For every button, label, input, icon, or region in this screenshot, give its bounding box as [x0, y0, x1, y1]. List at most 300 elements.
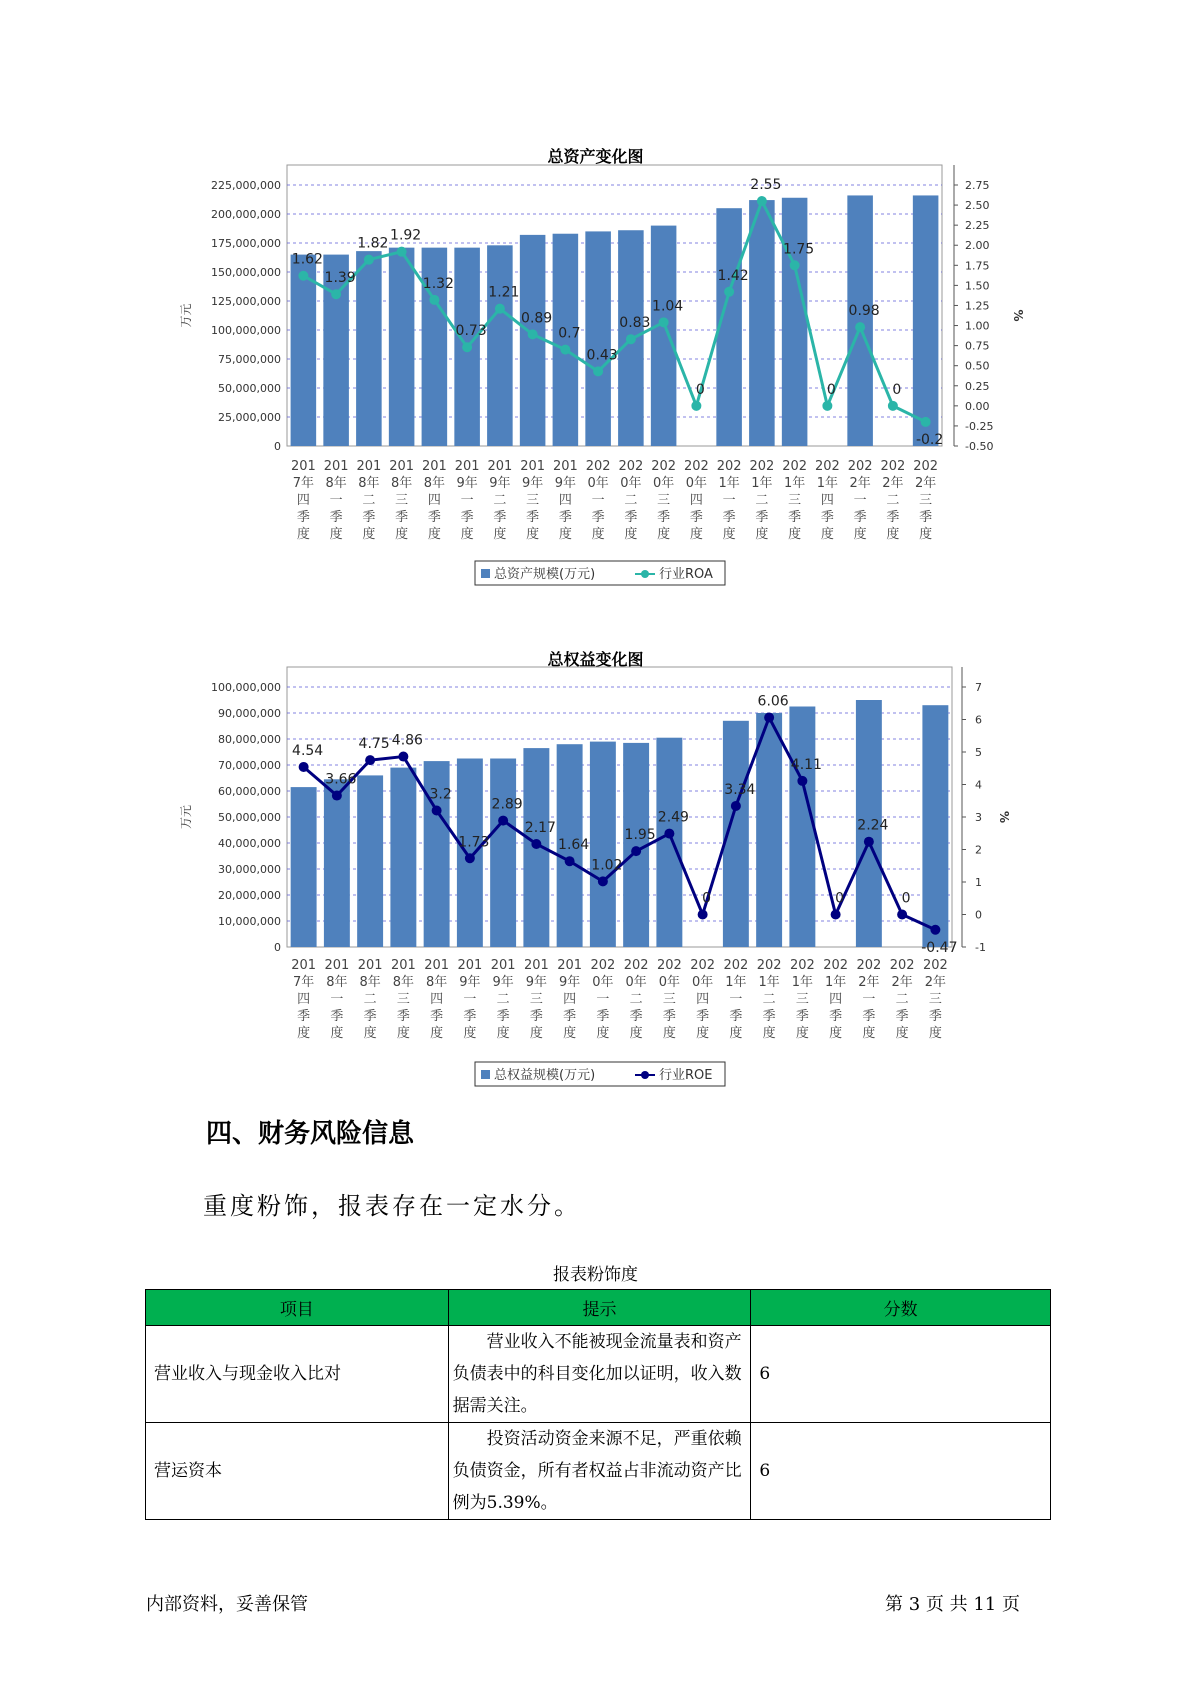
category-label: 8年: [359, 975, 381, 990]
category-label: 202: [789, 958, 815, 973]
data-label: 6.06: [757, 693, 789, 710]
category-label: 1年: [783, 476, 806, 491]
category-label: 季: [563, 1009, 577, 1024]
bar: [356, 251, 382, 446]
line-point: [432, 806, 442, 816]
category-label: 201: [324, 958, 350, 973]
left-tick-label: 30,000,000: [218, 863, 281, 876]
category-label: 202: [814, 459, 840, 474]
bar: [789, 707, 815, 948]
bar: [457, 759, 483, 948]
left-tick-label: 20,000,000: [218, 889, 281, 902]
line-point: [631, 846, 641, 856]
right-axis-title: %: [1011, 309, 1025, 322]
line-point: [897, 910, 907, 920]
category-label: 202: [723, 958, 749, 973]
plot-frame: [287, 165, 942, 446]
data-label: 1.64: [558, 837, 590, 854]
category-label: 一: [853, 493, 867, 508]
left-tick-label: 225,000,000: [211, 179, 281, 192]
category-label: 202: [656, 958, 682, 973]
category-label: 8年: [425, 975, 448, 990]
data-label: 2.49: [657, 809, 689, 826]
category-label: 202: [922, 958, 948, 973]
category-label: 度: [460, 527, 474, 542]
left-axis-title: 万元: [179, 804, 193, 830]
category-label: 季: [928, 1009, 942, 1024]
data-label: 0.73: [455, 323, 487, 340]
data-label: 3.2: [429, 786, 452, 803]
bar: [782, 198, 808, 446]
line-point: [462, 342, 472, 352]
category-label: 四: [297, 992, 311, 1007]
category-label: 201: [424, 958, 450, 973]
data-label: 1.42: [717, 267, 749, 284]
category-label: 度: [788, 527, 802, 542]
left-tick-label: 80,000,000: [218, 733, 281, 746]
data-label: 1.32: [422, 275, 454, 292]
category-label: 季: [427, 510, 441, 525]
data-label: 2.17: [524, 819, 556, 836]
right-tick-label: 6: [975, 713, 982, 727]
data-label: 4.11: [790, 756, 822, 773]
category-label: 度: [430, 1026, 444, 1041]
category-label: 度: [919, 527, 933, 542]
category-label: 度: [362, 527, 376, 542]
right-tick-label: 5: [975, 746, 982, 759]
category-label: 8年: [392, 975, 415, 990]
footer-page-number: 第 3 页 共 11 页: [885, 1594, 1020, 1615]
chart1-title: 总资产变化图: [547, 147, 644, 166]
category-label: 度: [624, 527, 638, 542]
category-label: 1年: [758, 975, 780, 990]
category-label: 2年: [891, 975, 913, 990]
category-label: 四: [558, 493, 572, 508]
line-point: [560, 345, 570, 355]
data-label: 1.62: [291, 251, 323, 268]
legend-bar-label: 总资产规模(万元): [494, 567, 596, 582]
line-point: [397, 247, 407, 257]
bar: [656, 738, 682, 947]
left-tick-label: 175,000,000: [211, 237, 281, 250]
category-label: 度: [755, 527, 769, 542]
category-label: 9年: [492, 975, 514, 990]
category-label: 7年: [292, 975, 315, 990]
category-label: 度: [729, 1026, 743, 1041]
line-point: [664, 829, 674, 839]
section-heading: 四、财务风险信息: [206, 1119, 415, 1149]
col-header-item: 项目: [146, 1290, 449, 1326]
left-tick-label: 50,000,000: [218, 811, 281, 824]
category-label: 三: [395, 493, 409, 508]
category-label: 一: [330, 992, 344, 1007]
line-point: [332, 791, 342, 801]
right-tick-label: 0: [975, 908, 982, 922]
bar: [487, 245, 513, 446]
data-label: 1.39: [324, 270, 356, 287]
line-point: [659, 317, 669, 327]
line-point: [429, 295, 439, 305]
line-point: [855, 322, 865, 332]
right-tick-label: 2: [975, 843, 982, 857]
category-label: 201: [457, 958, 483, 973]
data-label: 0: [835, 890, 845, 907]
category-label: 季: [886, 510, 900, 525]
category-label: 度: [493, 527, 507, 542]
category-label: 度: [526, 527, 540, 542]
data-label: 0.7: [558, 325, 581, 342]
total-assets-chart: [0, 0, 1191, 600]
category-label: 201: [552, 459, 578, 474]
category-label: 201: [454, 459, 480, 474]
bar: [847, 195, 873, 446]
category-label: 三: [928, 992, 942, 1007]
category-label: 度: [563, 1026, 577, 1041]
category-label: 202: [880, 459, 906, 474]
line-point: [598, 876, 608, 886]
category-label: 0年: [685, 476, 708, 491]
category-label: 二: [762, 992, 776, 1007]
footer-confidential: 内部资料，妥善保管: [146, 1594, 308, 1615]
category-label: 1年: [725, 975, 747, 990]
data-label: 3.34: [724, 781, 756, 798]
right-tick-label: 1: [975, 876, 982, 889]
line-point: [331, 289, 341, 299]
bar: [490, 759, 516, 948]
data-label: 1.82: [357, 235, 389, 252]
left-tick-label: 100,000,000: [211, 324, 281, 337]
category-label: 度: [395, 527, 409, 542]
category-label: 季: [430, 1009, 444, 1024]
category-label: 季: [596, 1009, 610, 1024]
category-label: 度: [762, 1026, 776, 1041]
col-header-score: 分数: [751, 1290, 1051, 1326]
category-label: 季: [919, 510, 933, 525]
category-label: 季: [362, 510, 376, 525]
data-label: 2.55: [750, 177, 782, 194]
category-label: 度: [895, 1026, 909, 1041]
row-score: 6: [751, 1326, 1051, 1423]
line-point: [930, 925, 940, 935]
category-label: 7年: [292, 476, 315, 491]
right-tick-label: -0.25: [965, 419, 994, 433]
category-label: 度: [363, 1026, 377, 1041]
category-label: 季: [591, 510, 605, 525]
category-label: 201: [487, 459, 513, 474]
category-label: 202: [913, 459, 939, 474]
category-label: 二: [496, 992, 510, 1007]
left-tick-label: 125,000,000: [211, 295, 281, 308]
line-point: [528, 329, 538, 339]
legend-line-label: 行业ROA: [659, 567, 713, 582]
category-label: 201: [523, 958, 549, 973]
category-label: 度: [591, 527, 605, 542]
category-label: 季: [722, 510, 736, 525]
line-point: [921, 417, 931, 427]
right-tick-label: 0.25: [965, 379, 990, 393]
left-axis-title: 万元: [179, 303, 193, 328]
category-label: 1年: [751, 476, 773, 491]
category-label: 季: [460, 510, 474, 525]
category-label: 1年: [824, 975, 847, 990]
category-label: 9年: [489, 476, 511, 491]
category-label: 度: [496, 1026, 510, 1041]
line-point: [831, 910, 841, 920]
data-label: 0: [702, 890, 712, 907]
category-label: 0年: [592, 975, 614, 990]
category-label: 季: [529, 1009, 543, 1024]
line-point: [764, 713, 774, 723]
table-row: [146, 1423, 1051, 1520]
line-point: [864, 837, 874, 847]
category-label: 季: [788, 510, 802, 525]
category-label: 度: [629, 1026, 643, 1041]
line-point: [299, 762, 309, 772]
category-label: 0年: [658, 975, 681, 990]
category-label: 季: [689, 510, 703, 525]
category-label: 1年: [816, 476, 839, 491]
data-label: 0: [892, 381, 902, 398]
category-label: 0年: [652, 476, 675, 491]
category-label: 一: [460, 493, 474, 508]
data-label: 0: [901, 890, 911, 907]
category-label: 202: [683, 459, 709, 474]
category-label: 201: [291, 958, 317, 973]
category-label: 201: [421, 459, 447, 474]
bar: [291, 787, 317, 947]
category-label: 季: [629, 1009, 643, 1024]
category-label: 二: [363, 992, 377, 1007]
data-label: -0.2: [915, 431, 944, 448]
category-label: 一: [722, 493, 736, 508]
table-row: [146, 1326, 1051, 1423]
data-label: 4.54: [292, 742, 324, 759]
category-label: 0年: [587, 476, 609, 491]
category-label: 9年: [459, 975, 481, 990]
right-tick-label: 2.75: [965, 179, 990, 192]
category-label: 度: [330, 1026, 344, 1041]
category-label: 四: [427, 493, 441, 508]
category-label: 202: [756, 958, 782, 973]
category-label: 度: [829, 1026, 843, 1041]
category-label: 季: [297, 1009, 311, 1024]
line-point: [797, 776, 807, 786]
category-label: 202: [651, 459, 677, 474]
category-label: 一: [862, 992, 876, 1007]
right-tick-label: 0.00: [965, 399, 990, 413]
data-label: 1.73: [458, 834, 490, 851]
category-label: 度: [297, 1026, 311, 1041]
bar: [756, 713, 782, 947]
legend-line-marker: [641, 1071, 649, 1079]
category-label: 度: [396, 1026, 410, 1041]
category-label: 201: [390, 958, 416, 973]
left-tick-label: 60,000,000: [218, 785, 281, 798]
category-label: 202: [618, 459, 644, 474]
left-tick-label: 70,000,000: [218, 759, 281, 772]
line-point: [691, 401, 701, 411]
plot-frame: [287, 667, 952, 947]
category-label: 四: [430, 992, 444, 1007]
category-label: 度: [596, 1026, 610, 1041]
category-label: 季: [395, 510, 409, 525]
data-label: 4.75: [358, 736, 390, 753]
data-label: -0.47: [921, 939, 958, 956]
category-label: 季: [330, 1009, 344, 1024]
line-point: [757, 196, 767, 206]
line-point: [364, 255, 374, 265]
right-tick-label: 0.50: [965, 359, 990, 373]
category-label: 季: [662, 1009, 676, 1024]
category-label: 度: [820, 527, 834, 542]
category-label: 度: [657, 527, 671, 542]
left-tick-label: 200,000,000: [211, 208, 281, 221]
data-label: 3.66: [325, 771, 357, 788]
line-point: [888, 401, 898, 411]
category-label: 四: [563, 992, 577, 1007]
category-label: 9年: [521, 476, 544, 491]
category-label: 度: [722, 527, 736, 542]
category-label: 9年: [554, 476, 577, 491]
category-label: 9年: [456, 476, 478, 491]
category-label: 一: [729, 992, 743, 1007]
category-label: 度: [296, 527, 310, 542]
data-label: 1.92: [390, 227, 422, 244]
bar: [913, 195, 939, 446]
category-label: 四: [696, 992, 710, 1007]
category-label: 季: [558, 510, 572, 525]
category-label: 2年: [849, 476, 871, 491]
category-label: 二: [493, 493, 507, 508]
category-label: 度: [696, 1026, 710, 1041]
line-point: [498, 816, 508, 826]
data-label: 0: [826, 381, 836, 398]
col-header-hint: 提示: [448, 1290, 751, 1326]
category-label: 0年: [691, 975, 714, 990]
left-tick-label: 150,000,000: [211, 266, 281, 279]
category-label: 0年: [625, 975, 647, 990]
line-point: [398, 752, 408, 762]
category-label: 度: [886, 527, 900, 542]
category-label: 度: [427, 527, 441, 542]
category-label: 度: [329, 527, 343, 542]
left-tick-label: 75,000,000: [218, 353, 281, 366]
category-label: 三: [662, 992, 676, 1007]
left-tick-label: 50,000,000: [218, 382, 281, 395]
category-label: 度: [689, 527, 703, 542]
right-tick-label: 1.50: [965, 279, 990, 293]
category-label: 8年: [423, 476, 446, 491]
category-label: 202: [782, 459, 808, 474]
category-label: 二: [362, 493, 376, 508]
category-label: 季: [829, 1009, 843, 1024]
bar: [324, 779, 350, 947]
category-label: 三: [919, 493, 933, 508]
table-caption: 报表粉饰度: [553, 1265, 638, 1285]
bar: [520, 235, 546, 446]
left-tick-label: 0: [274, 941, 281, 954]
category-label: 8年: [326, 975, 348, 990]
category-label: 201: [323, 459, 349, 474]
bar: [291, 255, 317, 446]
line-point: [593, 366, 603, 376]
category-label: 四: [689, 493, 703, 508]
category-label: 二: [629, 992, 643, 1007]
category-label: 二: [624, 493, 638, 508]
category-label: 二: [886, 493, 900, 508]
line-point: [298, 271, 308, 281]
data-label: 1.95: [624, 827, 656, 844]
right-tick-label: 2.50: [965, 199, 990, 213]
data-label: 0.89: [521, 310, 553, 327]
category-label: 一: [596, 992, 610, 1007]
category-label: 季: [363, 1009, 377, 1024]
data-label: 2.24: [857, 817, 889, 834]
category-label: 0年: [620, 476, 642, 491]
risk-table: [145, 1289, 1051, 1520]
legend-bar-label: 总权益规模(万元): [494, 1068, 596, 1083]
category-label: 202: [690, 958, 716, 973]
line-point: [790, 260, 800, 270]
category-label: 季: [657, 510, 671, 525]
category-label: 一: [329, 493, 343, 508]
category-label: 三: [788, 493, 802, 508]
category-label: 1年: [718, 476, 740, 491]
category-label: 202: [749, 459, 775, 474]
line-point: [698, 910, 708, 920]
right-tick-label: 7: [975, 681, 982, 694]
row-score: 6: [751, 1423, 1051, 1520]
category-label: 1年: [791, 975, 814, 990]
total-equity-chart: [0, 600, 1191, 1100]
row-hint: 营业收入不能被现金流量表和资产负债表中的科目变化加以证明，收入数据需关注。: [448, 1326, 751, 1423]
right-tick-label: 1.25: [965, 299, 990, 313]
bar: [585, 231, 611, 446]
category-label: 度: [463, 1026, 477, 1041]
category-label: 8年: [390, 476, 413, 491]
line-point: [822, 401, 832, 411]
category-label: 二: [895, 992, 909, 1007]
bar: [651, 226, 677, 446]
line-point: [365, 755, 375, 765]
category-label: 四: [829, 992, 843, 1007]
category-label: 季: [496, 1009, 510, 1024]
category-label: 202: [585, 459, 611, 474]
category-label: 季: [853, 510, 867, 525]
category-label: 季: [795, 1009, 809, 1024]
bar: [749, 200, 775, 446]
bar: [389, 248, 415, 446]
category-label: 度: [529, 1026, 543, 1041]
category-label: 202: [716, 459, 742, 474]
data-label: 1.21: [488, 284, 520, 301]
bar: [922, 705, 948, 947]
category-label: 三: [526, 493, 540, 508]
right-tick-label: -1: [975, 941, 986, 954]
category-label: 201: [557, 958, 583, 973]
chart2-title: 总权益变化图: [547, 650, 644, 669]
category-label: 季: [329, 510, 343, 525]
category-label: 2年: [914, 476, 937, 491]
line-point: [531, 839, 541, 849]
data-label: 0.83: [619, 315, 651, 332]
data-label: 4.86: [391, 732, 423, 749]
category-label: 201: [357, 958, 383, 973]
category-label: 2年: [858, 975, 880, 990]
left-tick-label: 100,000,000: [211, 681, 281, 694]
right-tick-label: 1.75: [965, 259, 990, 273]
row-item: 营业收入与现金收入比对: [146, 1326, 449, 1423]
